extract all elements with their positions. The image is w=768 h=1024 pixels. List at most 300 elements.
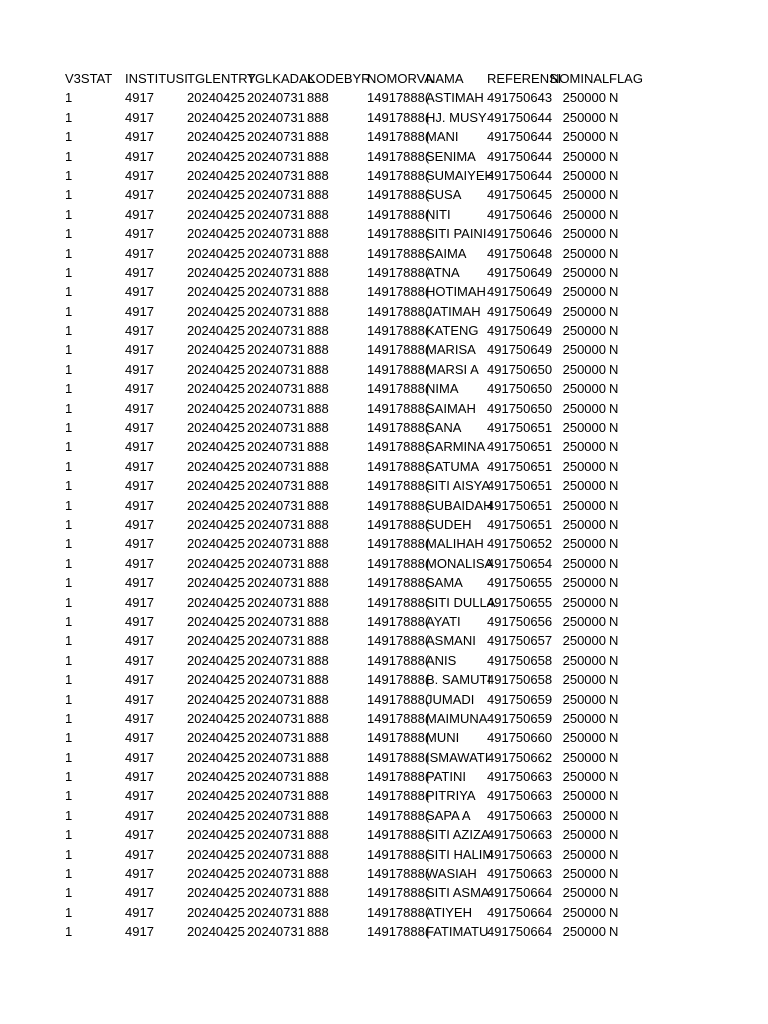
cell-nama[interactable]: MANI bbox=[426, 129, 459, 145]
cell-nominal[interactable]: 250000 bbox=[562, 885, 606, 901]
cell-nominal[interactable]: 250000 bbox=[562, 749, 606, 765]
cell-v3stat[interactable]: 1 bbox=[65, 769, 73, 785]
cell-referensi[interactable]: 491750644 bbox=[487, 148, 553, 164]
cell-nomorva[interactable]: 14917888( bbox=[367, 264, 430, 280]
cell-tglkadal[interactable]: 20240731 bbox=[247, 400, 305, 416]
cell-referensi[interactable]: 491750644 bbox=[487, 167, 553, 183]
cell-v3stat[interactable]: 1 bbox=[65, 226, 73, 242]
cell-referensi[interactable]: 491750655 bbox=[487, 575, 553, 591]
cell-tglkadal[interactable]: 20240731 bbox=[247, 323, 305, 339]
cell-tglentry[interactable]: 20240425 bbox=[187, 691, 245, 707]
cell-v3stat[interactable]: 1 bbox=[65, 303, 73, 319]
cell-nama[interactable]: B. SAMUTI bbox=[426, 672, 492, 688]
cell-nama[interactable]: SITI ASMA bbox=[426, 885, 490, 901]
cell-kodebyr[interactable]: 888 bbox=[307, 167, 329, 183]
cell-tglkadal[interactable]: 20240731 bbox=[247, 633, 305, 649]
cell-nominal[interactable]: 250000 bbox=[562, 516, 606, 532]
cell-institusi[interactable]: 4917 bbox=[125, 924, 154, 940]
cell-flag[interactable]: N bbox=[609, 691, 619, 707]
cell-v3stat[interactable]: 1 bbox=[65, 536, 73, 552]
cell-nomorva[interactable]: 14917888( bbox=[367, 129, 430, 145]
cell-kodebyr[interactable]: 888 bbox=[307, 827, 329, 843]
cell-tglentry[interactable]: 20240425 bbox=[187, 342, 245, 358]
cell-tglentry[interactable]: 20240425 bbox=[187, 885, 245, 901]
cell-referensi[interactable]: 491750649 bbox=[487, 264, 553, 280]
cell-v3stat[interactable]: 1 bbox=[65, 866, 73, 882]
header-nomorva[interactable]: NOMORVA bbox=[367, 71, 433, 86]
cell-kodebyr[interactable]: 888 bbox=[307, 866, 329, 882]
cell-institusi[interactable]: 4917 bbox=[125, 749, 154, 765]
cell-tglkadal[interactable]: 20240731 bbox=[247, 497, 305, 513]
cell-referensi[interactable]: 491750664 bbox=[487, 885, 553, 901]
cell-nominal[interactable]: 250000 bbox=[562, 555, 606, 571]
cell-institusi[interactable]: 4917 bbox=[125, 420, 154, 436]
cell-flag[interactable]: N bbox=[609, 788, 619, 804]
cell-tglkadal[interactable]: 20240731 bbox=[247, 90, 305, 106]
cell-referensi[interactable]: 491750651 bbox=[487, 439, 553, 455]
cell-nomorva[interactable]: 14917888( bbox=[367, 342, 430, 358]
cell-tglkadal[interactable]: 20240731 bbox=[247, 167, 305, 183]
cell-v3stat[interactable]: 1 bbox=[65, 885, 73, 901]
cell-v3stat[interactable]: 1 bbox=[65, 555, 73, 571]
cell-v3stat[interactable]: 1 bbox=[65, 381, 73, 397]
cell-referensi[interactable]: 491750650 bbox=[487, 361, 553, 377]
cell-v3stat[interactable]: 1 bbox=[65, 400, 73, 416]
cell-institusi[interactable]: 4917 bbox=[125, 284, 154, 300]
cell-nama[interactable]: NIMA bbox=[426, 381, 459, 397]
cell-flag[interactable]: N bbox=[609, 458, 619, 474]
cell-institusi[interactable]: 4917 bbox=[125, 245, 154, 261]
cell-tglkadal[interactable]: 20240731 bbox=[247, 575, 305, 591]
cell-v3stat[interactable]: 1 bbox=[65, 478, 73, 494]
cell-flag[interactable]: N bbox=[609, 90, 619, 106]
cell-nominal[interactable]: 250000 bbox=[562, 323, 606, 339]
cell-tglentry[interactable]: 20240425 bbox=[187, 613, 245, 629]
cell-referensi[interactable]: 491750652 bbox=[487, 536, 553, 552]
cell-tglentry[interactable]: 20240425 bbox=[187, 769, 245, 785]
cell-flag[interactable]: N bbox=[609, 652, 619, 668]
cell-kodebyr[interactable]: 888 bbox=[307, 439, 329, 455]
cell-nomorva[interactable]: 14917888( bbox=[367, 478, 430, 494]
cell-v3stat[interactable]: 1 bbox=[65, 323, 73, 339]
header-institusi[interactable]: INSTITUSI bbox=[125, 71, 188, 86]
cell-institusi[interactable]: 4917 bbox=[125, 594, 154, 610]
cell-nomorva[interactable]: 14917888( bbox=[367, 536, 430, 552]
cell-tglkadal[interactable]: 20240731 bbox=[247, 109, 305, 125]
cell-v3stat[interactable]: 1 bbox=[65, 90, 73, 106]
cell-tglkadal[interactable]: 20240731 bbox=[247, 555, 305, 571]
cell-flag[interactable]: N bbox=[609, 342, 619, 358]
cell-tglentry[interactable]: 20240425 bbox=[187, 788, 245, 804]
cell-nama[interactable]: ISMAWATI bbox=[426, 749, 489, 765]
header-flag[interactable]: FLAG bbox=[609, 71, 643, 86]
cell-nominal[interactable]: 250000 bbox=[562, 400, 606, 416]
cell-flag[interactable]: N bbox=[609, 749, 619, 765]
cell-nomorva[interactable]: 14917888( bbox=[367, 148, 430, 164]
cell-flag[interactable]: N bbox=[609, 303, 619, 319]
cell-referensi[interactable]: 491750663 bbox=[487, 866, 553, 882]
cell-flag[interactable]: N bbox=[609, 264, 619, 280]
cell-kodebyr[interactable]: 888 bbox=[307, 613, 329, 629]
cell-tglkadal[interactable]: 20240731 bbox=[247, 381, 305, 397]
cell-tglkadal[interactable]: 20240731 bbox=[247, 478, 305, 494]
cell-v3stat[interactable]: 1 bbox=[65, 245, 73, 261]
cell-kodebyr[interactable]: 888 bbox=[307, 672, 329, 688]
cell-tglkadal[interactable]: 20240731 bbox=[247, 516, 305, 532]
cell-nomorva[interactable]: 14917888( bbox=[367, 613, 430, 629]
cell-nama[interactable]: MALIHAH bbox=[426, 536, 484, 552]
cell-tglkadal[interactable]: 20240731 bbox=[247, 226, 305, 242]
cell-tglkadal[interactable]: 20240731 bbox=[247, 458, 305, 474]
cell-nominal[interactable]: 250000 bbox=[562, 148, 606, 164]
cell-nomorva[interactable]: 14917888( bbox=[367, 497, 430, 513]
cell-v3stat[interactable]: 1 bbox=[65, 575, 73, 591]
cell-institusi[interactable]: 4917 bbox=[125, 478, 154, 494]
cell-kodebyr[interactable]: 888 bbox=[307, 885, 329, 901]
cell-nomorva[interactable]: 14917888( bbox=[367, 90, 430, 106]
cell-kodebyr[interactable]: 888 bbox=[307, 458, 329, 474]
cell-flag[interactable]: N bbox=[609, 613, 619, 629]
cell-institusi[interactable]: 4917 bbox=[125, 90, 154, 106]
cell-tglkadal[interactable]: 20240731 bbox=[247, 594, 305, 610]
cell-nama[interactable]: ATNA bbox=[426, 264, 460, 280]
cell-nama[interactable]: MUNI bbox=[426, 730, 460, 746]
cell-kodebyr[interactable]: 888 bbox=[307, 148, 329, 164]
cell-tglentry[interactable]: 20240425 bbox=[187, 827, 245, 843]
cell-institusi[interactable]: 4917 bbox=[125, 148, 154, 164]
cell-nama[interactable]: SITI DULLA bbox=[426, 594, 496, 610]
cell-tglentry[interactable]: 20240425 bbox=[187, 245, 245, 261]
cell-tglkadal[interactable]: 20240731 bbox=[247, 827, 305, 843]
cell-institusi[interactable]: 4917 bbox=[125, 730, 154, 746]
cell-institusi[interactable]: 4917 bbox=[125, 788, 154, 804]
cell-kodebyr[interactable]: 888 bbox=[307, 652, 329, 668]
cell-tglentry[interactable]: 20240425 bbox=[187, 400, 245, 416]
cell-referensi[interactable]: 491750660 bbox=[487, 730, 553, 746]
cell-referensi[interactable]: 491750651 bbox=[487, 478, 553, 494]
cell-tglentry[interactable]: 20240425 bbox=[187, 458, 245, 474]
cell-tglkadal[interactable]: 20240731 bbox=[247, 206, 305, 222]
cell-nama[interactable]: MARSI A bbox=[426, 361, 479, 377]
cell-nomorva[interactable]: 14917888( bbox=[367, 749, 430, 765]
cell-nama[interactable]: MAIMUNA bbox=[426, 710, 488, 726]
cell-v3stat[interactable]: 1 bbox=[65, 284, 73, 300]
cell-institusi[interactable]: 4917 bbox=[125, 846, 154, 862]
cell-tglentry[interactable]: 20240425 bbox=[187, 148, 245, 164]
cell-nomorva[interactable]: 14917888( bbox=[367, 904, 430, 920]
cell-tglentry[interactable]: 20240425 bbox=[187, 846, 245, 862]
cell-flag[interactable]: N bbox=[609, 497, 619, 513]
cell-kodebyr[interactable]: 888 bbox=[307, 187, 329, 203]
cell-flag[interactable]: N bbox=[609, 846, 619, 862]
cell-nama[interactable]: FATIMATU bbox=[426, 924, 489, 940]
cell-flag[interactable]: N bbox=[609, 904, 619, 920]
cell-institusi[interactable]: 4917 bbox=[125, 439, 154, 455]
cell-nominal[interactable]: 250000 bbox=[562, 420, 606, 436]
cell-kodebyr[interactable]: 888 bbox=[307, 788, 329, 804]
cell-kodebyr[interactable]: 888 bbox=[307, 536, 329, 552]
header-kodebyr[interactable]: KODEBYR bbox=[307, 71, 371, 86]
cell-institusi[interactable]: 4917 bbox=[125, 167, 154, 183]
cell-kodebyr[interactable]: 888 bbox=[307, 594, 329, 610]
cell-referensi[interactable]: 491750654 bbox=[487, 555, 553, 571]
cell-flag[interactable]: N bbox=[609, 807, 619, 823]
cell-nomorva[interactable]: 14917888( bbox=[367, 420, 430, 436]
cell-nama[interactable]: HJ. MUSY bbox=[426, 109, 487, 125]
cell-v3stat[interactable]: 1 bbox=[65, 420, 73, 436]
cell-referensi[interactable]: 491750650 bbox=[487, 400, 553, 416]
cell-nama[interactable]: HOTIMAH bbox=[426, 284, 486, 300]
cell-tglentry[interactable]: 20240425 bbox=[187, 167, 245, 183]
header-tglentry[interactable]: TGLENTRY bbox=[187, 71, 257, 86]
cell-tglentry[interactable]: 20240425 bbox=[187, 129, 245, 145]
cell-nominal[interactable]: 250000 bbox=[562, 497, 606, 513]
cell-nama[interactable]: JATIMAH bbox=[426, 303, 481, 319]
cell-nomorva[interactable]: 14917888( bbox=[367, 827, 430, 843]
cell-v3stat[interactable]: 1 bbox=[65, 904, 73, 920]
cell-kodebyr[interactable]: 888 bbox=[307, 264, 329, 280]
cell-kodebyr[interactable]: 888 bbox=[307, 284, 329, 300]
cell-nomorva[interactable]: 14917888( bbox=[367, 672, 430, 688]
cell-nama[interactable]: SENIMA bbox=[426, 148, 476, 164]
cell-institusi[interactable]: 4917 bbox=[125, 885, 154, 901]
cell-nomorva[interactable]: 14917888( bbox=[367, 381, 430, 397]
cell-kodebyr[interactable]: 888 bbox=[307, 129, 329, 145]
cell-tglentry[interactable]: 20240425 bbox=[187, 497, 245, 513]
cell-nominal[interactable]: 250000 bbox=[562, 439, 606, 455]
cell-institusi[interactable]: 4917 bbox=[125, 109, 154, 125]
cell-tglkadal[interactable]: 20240731 bbox=[247, 730, 305, 746]
cell-flag[interactable]: N bbox=[609, 769, 619, 785]
cell-referensi[interactable]: 491750664 bbox=[487, 924, 553, 940]
cell-referensi[interactable]: 491750663 bbox=[487, 846, 553, 862]
cell-referensi[interactable]: 491750663 bbox=[487, 769, 553, 785]
cell-tglentry[interactable]: 20240425 bbox=[187, 730, 245, 746]
cell-nama[interactable]: PITRIYA bbox=[426, 788, 476, 804]
cell-referensi[interactable]: 491750659 bbox=[487, 691, 553, 707]
cell-nomorva[interactable]: 14917888( bbox=[367, 555, 430, 571]
cell-tglentry[interactable]: 20240425 bbox=[187, 594, 245, 610]
header-tglkadal[interactable]: TGLKADAL bbox=[247, 71, 315, 86]
cell-nominal[interactable]: 250000 bbox=[562, 788, 606, 804]
cell-institusi[interactable]: 4917 bbox=[125, 129, 154, 145]
cell-tglkadal[interactable]: 20240731 bbox=[247, 652, 305, 668]
cell-nomorva[interactable]: 14917888( bbox=[367, 226, 430, 242]
cell-nomorva[interactable]: 14917888( bbox=[367, 458, 430, 474]
cell-institusi[interactable]: 4917 bbox=[125, 536, 154, 552]
cell-tglkadal[interactable]: 20240731 bbox=[247, 420, 305, 436]
cell-institusi[interactable]: 4917 bbox=[125, 691, 154, 707]
cell-nama[interactable]: MARISA bbox=[426, 342, 476, 358]
cell-nama[interactable]: SUSA bbox=[426, 187, 462, 203]
cell-nama[interactable]: SITI PAINI bbox=[426, 226, 487, 242]
cell-flag[interactable]: N bbox=[609, 323, 619, 339]
cell-tglkadal[interactable]: 20240731 bbox=[247, 749, 305, 765]
cell-institusi[interactable]: 4917 bbox=[125, 710, 154, 726]
cell-nomorva[interactable]: 14917888( bbox=[367, 924, 430, 940]
cell-v3stat[interactable]: 1 bbox=[65, 710, 73, 726]
cell-kodebyr[interactable]: 888 bbox=[307, 206, 329, 222]
cell-nominal[interactable]: 250000 bbox=[562, 613, 606, 629]
cell-flag[interactable]: N bbox=[609, 187, 619, 203]
cell-tglkadal[interactable]: 20240731 bbox=[247, 672, 305, 688]
cell-nama[interactable]: SUMAIYEH bbox=[426, 167, 494, 183]
cell-institusi[interactable]: 4917 bbox=[125, 769, 154, 785]
cell-tglkadal[interactable]: 20240731 bbox=[247, 264, 305, 280]
cell-referensi[interactable]: 491750663 bbox=[487, 807, 553, 823]
cell-tglentry[interactable]: 20240425 bbox=[187, 226, 245, 242]
cell-nominal[interactable]: 250000 bbox=[562, 381, 606, 397]
cell-tglentry[interactable]: 20240425 bbox=[187, 361, 245, 377]
cell-kodebyr[interactable]: 888 bbox=[307, 749, 329, 765]
cell-tglentry[interactable]: 20240425 bbox=[187, 575, 245, 591]
cell-nominal[interactable]: 250000 bbox=[562, 594, 606, 610]
cell-v3stat[interactable]: 1 bbox=[65, 361, 73, 377]
cell-v3stat[interactable]: 1 bbox=[65, 109, 73, 125]
cell-institusi[interactable]: 4917 bbox=[125, 575, 154, 591]
cell-tglkadal[interactable]: 20240731 bbox=[247, 807, 305, 823]
cell-flag[interactable]: N bbox=[609, 555, 619, 571]
cell-tglkadal[interactable]: 20240731 bbox=[247, 536, 305, 552]
cell-nama[interactable]: SAIMAH bbox=[426, 400, 476, 416]
cell-flag[interactable]: N bbox=[609, 633, 619, 649]
cell-v3stat[interactable]: 1 bbox=[65, 187, 73, 203]
cell-flag[interactable]: N bbox=[609, 478, 619, 494]
cell-tglkadal[interactable]: 20240731 bbox=[247, 710, 305, 726]
cell-nomorva[interactable]: 14917888( bbox=[367, 575, 430, 591]
cell-nominal[interactable]: 250000 bbox=[562, 303, 606, 319]
cell-nama[interactable]: SUBAIDAH bbox=[426, 497, 493, 513]
cell-v3stat[interactable]: 1 bbox=[65, 827, 73, 843]
cell-v3stat[interactable]: 1 bbox=[65, 167, 73, 183]
cell-referensi[interactable]: 491750659 bbox=[487, 710, 553, 726]
cell-kodebyr[interactable]: 888 bbox=[307, 807, 329, 823]
cell-tglentry[interactable]: 20240425 bbox=[187, 633, 245, 649]
cell-tglentry[interactable]: 20240425 bbox=[187, 187, 245, 203]
cell-institusi[interactable]: 4917 bbox=[125, 342, 154, 358]
cell-nominal[interactable]: 250000 bbox=[562, 769, 606, 785]
cell-kodebyr[interactable]: 888 bbox=[307, 400, 329, 416]
cell-nominal[interactable]: 250000 bbox=[562, 807, 606, 823]
cell-tglentry[interactable]: 20240425 bbox=[187, 866, 245, 882]
cell-nomorva[interactable]: 14917888( bbox=[367, 885, 430, 901]
cell-tglentry[interactable]: 20240425 bbox=[187, 478, 245, 494]
cell-flag[interactable]: N bbox=[609, 594, 619, 610]
cell-flag[interactable]: N bbox=[609, 575, 619, 591]
cell-nama[interactable]: MONALISA bbox=[426, 555, 494, 571]
cell-nominal[interactable]: 250000 bbox=[562, 458, 606, 474]
cell-nominal[interactable]: 250000 bbox=[562, 245, 606, 261]
cell-flag[interactable]: N bbox=[609, 536, 619, 552]
cell-kodebyr[interactable]: 888 bbox=[307, 478, 329, 494]
cell-v3stat[interactable]: 1 bbox=[65, 516, 73, 532]
cell-kodebyr[interactable]: 888 bbox=[307, 109, 329, 125]
header-referensi[interactable]: REFERENSI bbox=[487, 71, 562, 86]
cell-tglkadal[interactable]: 20240731 bbox=[247, 691, 305, 707]
cell-institusi[interactable]: 4917 bbox=[125, 206, 154, 222]
cell-nominal[interactable]: 250000 bbox=[562, 90, 606, 106]
cell-referensi[interactable]: 491750651 bbox=[487, 420, 553, 436]
cell-flag[interactable]: N bbox=[609, 516, 619, 532]
cell-nama[interactable]: ANIS bbox=[426, 652, 457, 668]
cell-flag[interactable]: N bbox=[609, 206, 619, 222]
cell-nominal[interactable]: 250000 bbox=[562, 846, 606, 862]
cell-flag[interactable]: N bbox=[609, 400, 619, 416]
cell-referensi[interactable]: 491750664 bbox=[487, 904, 553, 920]
cell-tglkadal[interactable]: 20240731 bbox=[247, 788, 305, 804]
cell-v3stat[interactable]: 1 bbox=[65, 613, 73, 629]
cell-nomorva[interactable]: 14917888( bbox=[367, 284, 430, 300]
cell-flag[interactable]: N bbox=[609, 148, 619, 164]
cell-tglentry[interactable]: 20240425 bbox=[187, 672, 245, 688]
cell-tglkadal[interactable]: 20240731 bbox=[247, 187, 305, 203]
cell-nama[interactable]: ASMANI bbox=[426, 633, 476, 649]
cell-kodebyr[interactable]: 888 bbox=[307, 555, 329, 571]
cell-nomorva[interactable]: 14917888( bbox=[367, 516, 430, 532]
cell-referensi[interactable]: 491750657 bbox=[487, 633, 553, 649]
cell-nomorva[interactable]: 14917888( bbox=[367, 807, 430, 823]
cell-flag[interactable]: N bbox=[609, 167, 619, 183]
cell-institusi[interactable]: 4917 bbox=[125, 187, 154, 203]
cell-nomorva[interactable]: 14917888( bbox=[367, 846, 430, 862]
cell-v3stat[interactable]: 1 bbox=[65, 594, 73, 610]
cell-tglkadal[interactable]: 20240731 bbox=[247, 342, 305, 358]
cell-tglkadal[interactable]: 20240731 bbox=[247, 769, 305, 785]
cell-nomorva[interactable]: 14917888( bbox=[367, 206, 430, 222]
cell-flag[interactable]: N bbox=[609, 866, 619, 882]
cell-nominal[interactable]: 250000 bbox=[562, 536, 606, 552]
cell-tglentry[interactable]: 20240425 bbox=[187, 904, 245, 920]
cell-kodebyr[interactable]: 888 bbox=[307, 846, 329, 862]
cell-flag[interactable]: N bbox=[609, 730, 619, 746]
cell-tglentry[interactable]: 20240425 bbox=[187, 439, 245, 455]
cell-kodebyr[interactable]: 888 bbox=[307, 575, 329, 591]
cell-nominal[interactable]: 250000 bbox=[562, 226, 606, 242]
cell-nama[interactable]: SITI AISYA bbox=[426, 478, 491, 494]
cell-tglentry[interactable]: 20240425 bbox=[187, 924, 245, 940]
cell-nama[interactable]: SUDEH bbox=[426, 516, 472, 532]
cell-nama[interactable]: WASIAH bbox=[426, 866, 477, 882]
cell-nomorva[interactable]: 14917888( bbox=[367, 400, 430, 416]
cell-flag[interactable]: N bbox=[609, 284, 619, 300]
cell-nama[interactable]: SITI AZIZA bbox=[426, 827, 490, 843]
cell-nomorva[interactable]: 14917888( bbox=[367, 303, 430, 319]
cell-tglkadal[interactable]: 20240731 bbox=[247, 303, 305, 319]
cell-kodebyr[interactable]: 888 bbox=[307, 691, 329, 707]
cell-flag[interactable]: N bbox=[609, 381, 619, 397]
cell-institusi[interactable]: 4917 bbox=[125, 497, 154, 513]
cell-kodebyr[interactable]: 888 bbox=[307, 710, 329, 726]
cell-kodebyr[interactable]: 888 bbox=[307, 516, 329, 532]
cell-referensi[interactable]: 491750646 bbox=[487, 206, 553, 222]
cell-nama[interactable]: ASTIMAH bbox=[426, 90, 484, 106]
cell-kodebyr[interactable]: 888 bbox=[307, 497, 329, 513]
cell-nomorva[interactable]: 14917888( bbox=[367, 710, 430, 726]
cell-tglkadal[interactable]: 20240731 bbox=[247, 846, 305, 862]
cell-nominal[interactable]: 250000 bbox=[562, 866, 606, 882]
cell-v3stat[interactable]: 1 bbox=[65, 148, 73, 164]
cell-v3stat[interactable]: 1 bbox=[65, 342, 73, 358]
cell-v3stat[interactable]: 1 bbox=[65, 691, 73, 707]
cell-tglkadal[interactable]: 20240731 bbox=[247, 439, 305, 455]
header-nama[interactable]: NAMA bbox=[426, 71, 464, 86]
cell-nama[interactable]: ATIYEH bbox=[426, 904, 472, 920]
cell-flag[interactable]: N bbox=[609, 439, 619, 455]
cell-flag[interactable]: N bbox=[609, 827, 619, 843]
cell-nama[interactable]: SITI HALIM bbox=[426, 846, 494, 862]
cell-nama[interactable]: AYATI bbox=[426, 613, 461, 629]
cell-institusi[interactable]: 4917 bbox=[125, 516, 154, 532]
